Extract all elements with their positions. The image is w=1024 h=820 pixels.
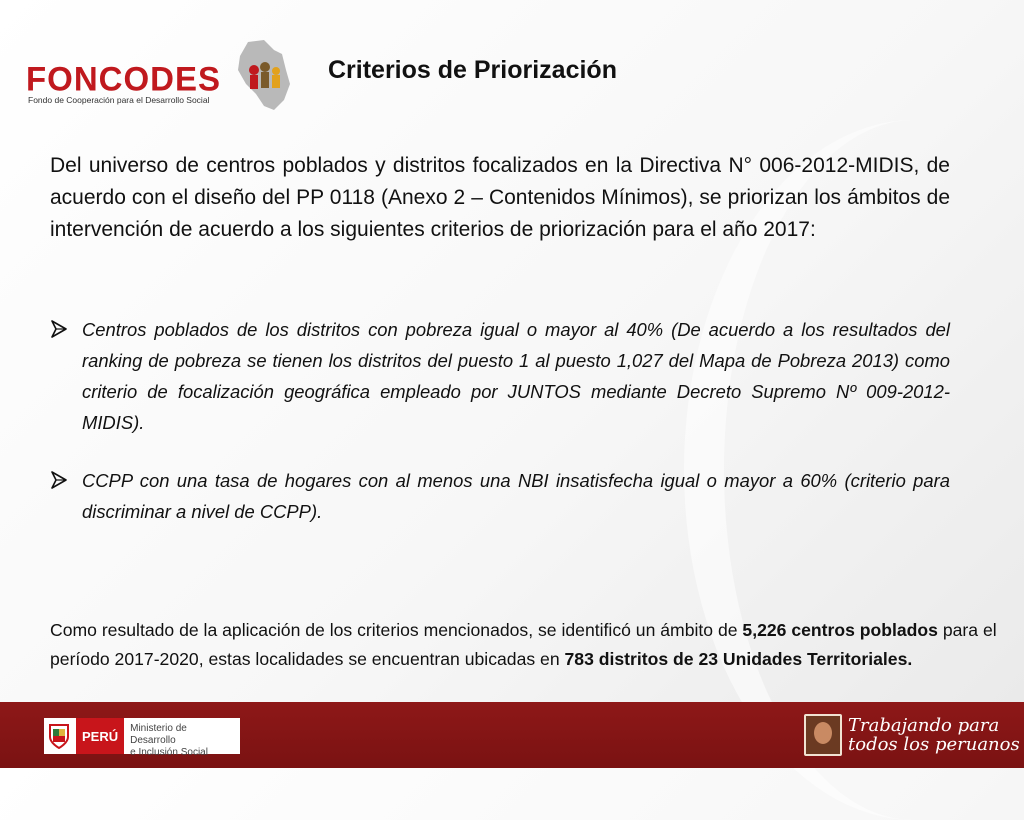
arrow-bullet-icon — [50, 471, 68, 489]
criterion-text: CCPP con una tasa de hogares con al menos una NBI insatisfecha igual o mayor a 60% (criterio para discriminar a nivel de CCPP). — [82, 470, 950, 522]
foncodes-logo — [26, 40, 288, 114]
conclusion-text: Como resultado de la aplicación de los criterios mencionados, se identificó un ámbito de — [50, 620, 743, 640]
coat-of-arms-icon — [44, 718, 74, 754]
slide-title: Criterios de Priorización — [328, 56, 617, 84]
ministry-line: e Inclusión Social — [130, 747, 208, 758]
list-item — [50, 314, 950, 438]
list-item — [50, 465, 950, 527]
ministry-line: Ministerio de Desarrollo — [130, 723, 187, 746]
portrait-image — [804, 714, 842, 756]
slogan — [804, 714, 1020, 756]
intro-paragraph: Del universo de centros poblados y distritos focalizados en la Directiva N° 006-2012-MIDIS, de acuerdo con el diseño del PP 0118 (Anexo 2 – Contenidos Mínimos), se priorizan los ámbitos de intervención de acuerdo a los siguientes criterios de priorización para el año 2017: — [50, 154, 950, 241]
criterion-text: Centros poblados de los distritos con pobreza igual o mayor al 40% (De acuerdo a los resultados del ranking de pobreza se tienen los distritos del puesto 1 al puesto 1,027 del Mapa de Pobreza 2013) como criterio de focalización geográfica empleado por JUNTOS mediante Decreto Supremo Nº 009-2012-MIDIS). — [82, 319, 950, 433]
conclusion-text: para el período 2017-2020, estas localidades se encuentran ubicadas en — [50, 620, 997, 669]
ministry-label — [124, 718, 240, 758]
conclusion-bold-centros: 5,226 centros poblados — [742, 620, 938, 640]
government-logo — [44, 718, 240, 758]
slogan-line: todos los peruanos — [848, 734, 1020, 755]
slogan-text — [848, 716, 1020, 754]
conclusion-bold-distritos: 783 distritos de 23 Unidades Territoriales. — [564, 649, 913, 669]
logo-wordmark: FONCODES — [26, 59, 222, 98]
arrow-bullet-icon — [50, 320, 68, 338]
footer-bar — [0, 702, 1024, 768]
criteria-list — [50, 314, 950, 554]
peru-label: PERÚ — [74, 718, 124, 754]
peru-map-icon — [234, 40, 292, 112]
conclusion-paragraph — [50, 616, 1000, 674]
slogan-line: Trabajando para — [848, 715, 1000, 736]
logo-subtitle: Fondo de Cooperación para el Desarrollo Social — [28, 95, 210, 105]
